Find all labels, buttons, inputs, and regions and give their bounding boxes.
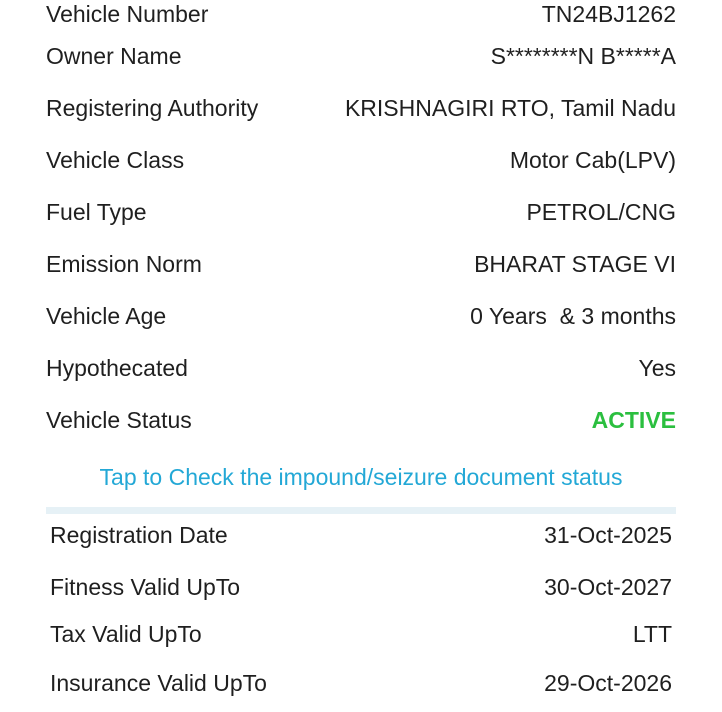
impound-status-link[interactable]: Tap to Check the impound/seizure document status (99, 464, 623, 490)
registering-authority-label: Registering Authority (46, 95, 259, 121)
tax-valid-value: LTT (632, 621, 672, 647)
emission-norm-value: BHARAT STAGE VI (474, 251, 676, 277)
hypothecated-value: Yes (638, 355, 676, 381)
row-hypothecated (46, 351, 676, 385)
fuel-type-label: Fuel Type (46, 199, 147, 225)
row-emission-norm (46, 247, 676, 281)
vehicle-age-value: 0 Years & 3 months (470, 303, 676, 329)
fitness-valid-label: Fitness Valid UpTo (50, 574, 241, 600)
fuel-type-value: PETROL/CNG (526, 199, 676, 225)
row-vehicle-age (46, 299, 676, 333)
tax-valid-label: Tax Valid UpTo (50, 621, 202, 647)
row-registration-date (50, 518, 672, 552)
row-insurance-valid (50, 666, 672, 700)
emission-norm-label: Emission Norm (46, 251, 202, 277)
status-badge: ACTIVE (591, 407, 676, 433)
vehicle-class-label: Vehicle Class (46, 147, 185, 173)
row-tax-valid (50, 617, 672, 651)
section-divider (46, 507, 676, 514)
row-owner-name (46, 39, 676, 73)
vehicle-number-label: Vehicle Number (46, 1, 209, 27)
owner-name-value: S********N B*****A (490, 43, 676, 69)
hypothecated-label: Hypothecated (46, 355, 188, 381)
insurance-valid-value: 29-Oct-2026 (544, 670, 672, 696)
vehicle-class-value: Motor Cab(LPV) (509, 147, 676, 173)
registration-date-label: Registration Date (50, 522, 228, 548)
row-vehicle-number (46, 0, 676, 31)
vehicle-status-label: Vehicle Status (46, 407, 192, 433)
row-registering-authority (46, 91, 676, 125)
registering-authority-value: KRISHNAGIRI RTO, Tamil Nadu (344, 95, 676, 121)
row-fuel-type (46, 195, 676, 229)
fitness-valid-value: 30-Oct-2027 (544, 574, 672, 600)
row-fitness-valid (50, 570, 672, 604)
vehicle-age-label: Vehicle Age (46, 303, 167, 329)
vehicle-number-value: TN24BJ1262 (541, 1, 676, 27)
row-vehicle-class (46, 143, 676, 177)
row-vehicle-status (46, 403, 676, 437)
owner-name-label: Owner Name (46, 43, 182, 69)
registration-date-value: 31-Oct-2025 (544, 522, 672, 548)
insurance-valid-label: Insurance Valid UpTo (50, 670, 267, 696)
